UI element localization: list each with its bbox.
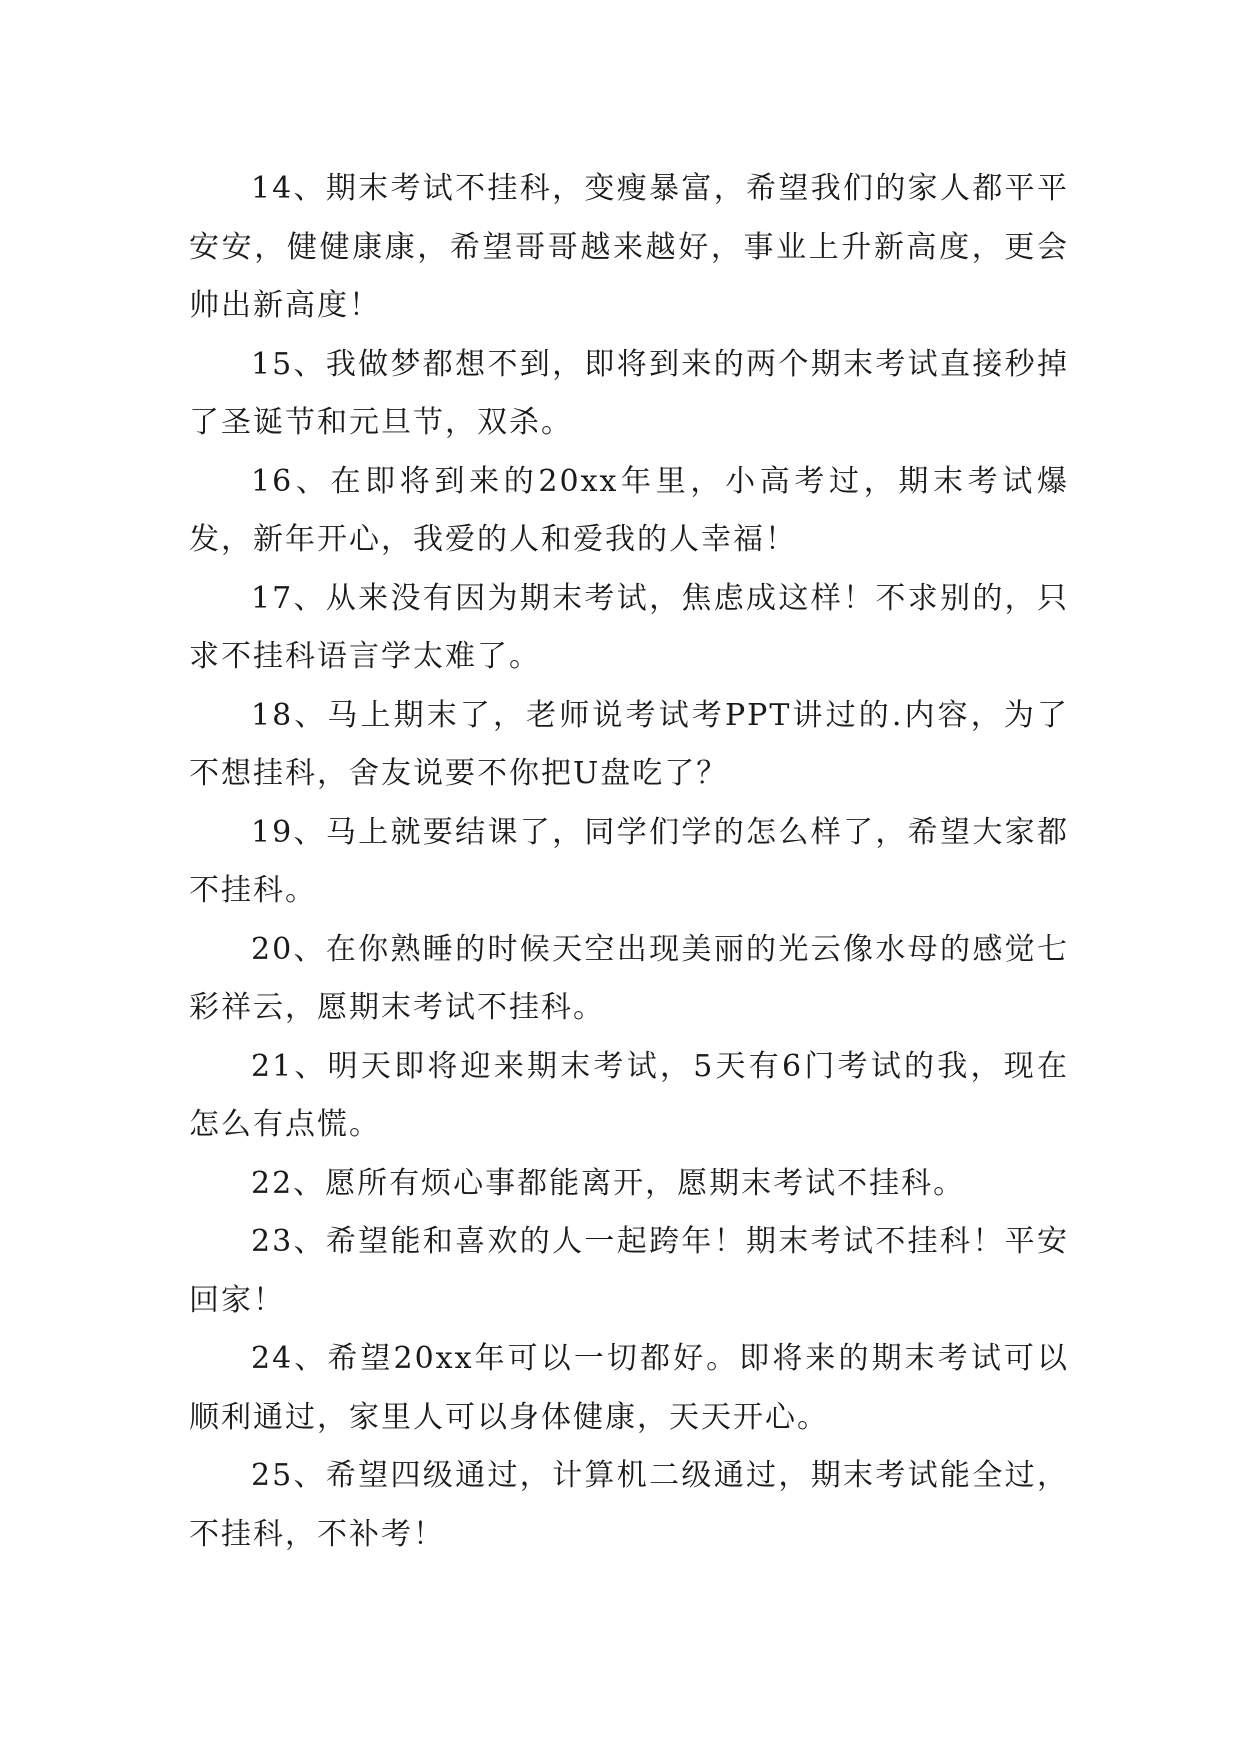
paragraph-14: 14、期末考试不挂科，变瘦暴富，希望我们的家人都平平安安，健健康康，希望哥哥越来越好，事业上升新高度，更会帅出新高度！ (189, 171, 1069, 323)
paragraph-19: 19、马上就要结课了，同学们学的怎么样了，希望大家都不挂科。 (189, 814, 1069, 908)
paragraph-24: 24、希望20xx年可以一切都好。即将来的期末考试可以顺利通过，家里人可以身体健康，天天开心。 (189, 1341, 1069, 1435)
paragraph-15: 15、我做梦都想不到，即将到来的两个期末考试直接秒掉了圣诞节和元旦节，双杀。 (189, 346, 1069, 440)
paragraph-16: 16、在即将到来的20xx年里，小高考过，期末考试爆发，新年开心，我爱的人和爱我的人幸福！ (189, 463, 1069, 557)
paragraph-22: 22、愿所有烦心事都能离开，愿期末考试不挂科。 (251, 1165, 966, 1201)
paragraph-23: 23、希望能和喜欢的人一起跨年！期末考试不挂科！平安回家！ (189, 1224, 1069, 1318)
paragraph-21: 21、明天即将迎来期末考试，5天有6门考试的我，现在怎么有点慌。 (189, 1048, 1069, 1142)
paragraph-20: 20、在你熟睡的时候天空出现美丽的光云像水母的感觉七彩祥云，愿期末考试不挂科。 (189, 931, 1069, 1025)
paragraph-17: 17、从来没有因为期末考试，焦虑成这样！不求别的，只求不挂科语言学太难了。 (189, 580, 1069, 674)
paragraph-25: 25、希望四级通过，计算机二级通过，期末考试能全过，不挂科，不补考！ (189, 1458, 1069, 1552)
document-body (189, 160, 1069, 1564)
paragraph-18: 18、马上期末了，老师说考试考PPT讲过的.内容，为了不想挂科，舍友说要不你把U盘吃了？ (189, 697, 1069, 791)
